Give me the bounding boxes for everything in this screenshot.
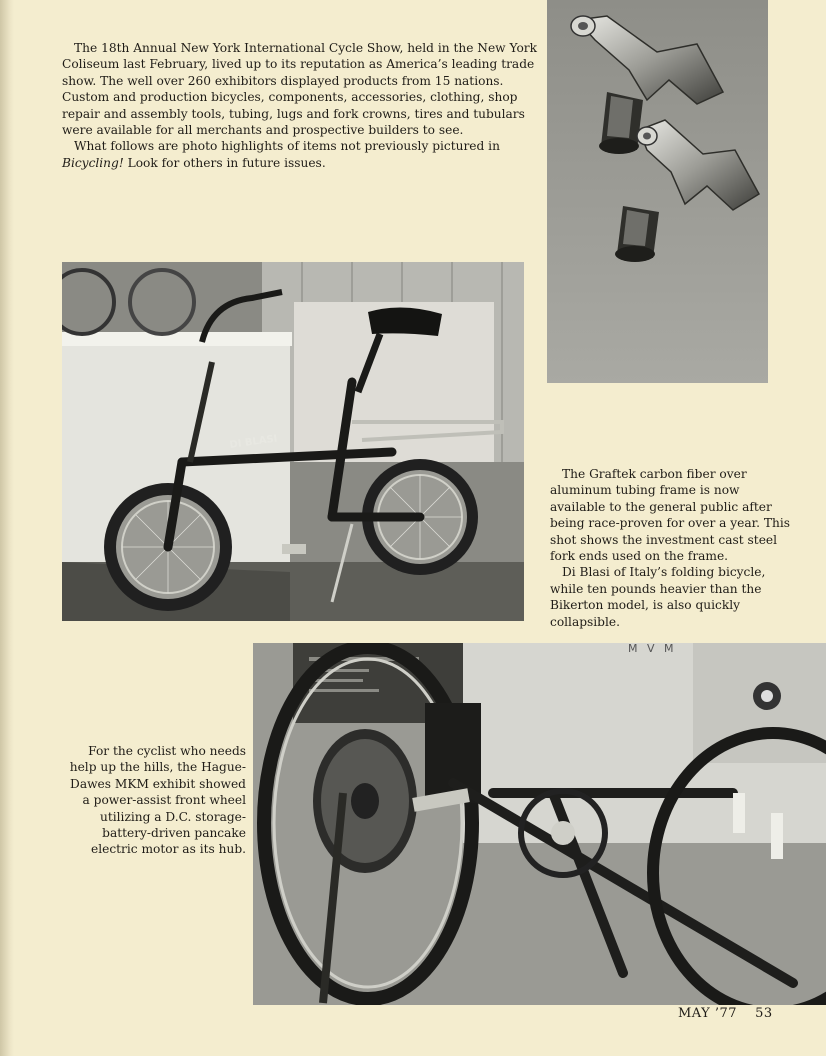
intro-text — [62, 40, 540, 171]
intro-paragraph-1: The 18th Annual New York International Cycle Show, held in the New York Coliseum last February, lived up to its reputation as America’s leading trade show. The well over 260 exhibitors displayed products from 15 nations. Custom and production bicycles, components, accessories, clothing, shop repair and assembly tools, tubing, lugs and fork crowns, tires and tubulars were available for all merchants and prospective builders to see. — [62, 41, 538, 138]
photo-hague-dawes-mkm-motor-wheel — [253, 643, 826, 1005]
caption-graftek: The Graftek carbon fiber over aluminum tubing frame is now available to the general public after being race-proven for over a year. This shot shows the investment cast steel fork ends used on the frame. — [550, 467, 791, 564]
photo-di-blasi-folding-bicycle — [62, 262, 524, 621]
caption-di-blasi: Di Blasi of Italy’s folding bicycle, while ten pounds heavier than the Bikerton model, is also quickly collapsible. — [550, 565, 766, 629]
banner-text: M V M — [628, 643, 677, 655]
caption-hague-dawes-text: For the cyclist who needs help up the hills, the Hague-Dawes MKM exhibit showed a power-assist front wheel utilizing a D.C. storage-battery-driven pancake electric motor as its hub. — [69, 744, 246, 857]
magazine-title: Bicycling! — [62, 155, 124, 170]
caption-graftek-di-blasi — [550, 466, 798, 630]
bike-decal: DI BLASI — [228, 433, 279, 451]
page-footer — [678, 1006, 791, 1021]
issue-date: MAY ’77 — [678, 1006, 738, 1021]
page-spine-shadow — [0, 0, 14, 1056]
photo-graftek-fork-ends — [547, 0, 768, 383]
page-number: 53 — [755, 1006, 773, 1021]
caption-hague-dawes — [64, 743, 246, 858]
intro-paragraph-2: What follows are photo highlights of items not previously pictured in Bicycling! Look for others in future issues. — [62, 139, 500, 170]
